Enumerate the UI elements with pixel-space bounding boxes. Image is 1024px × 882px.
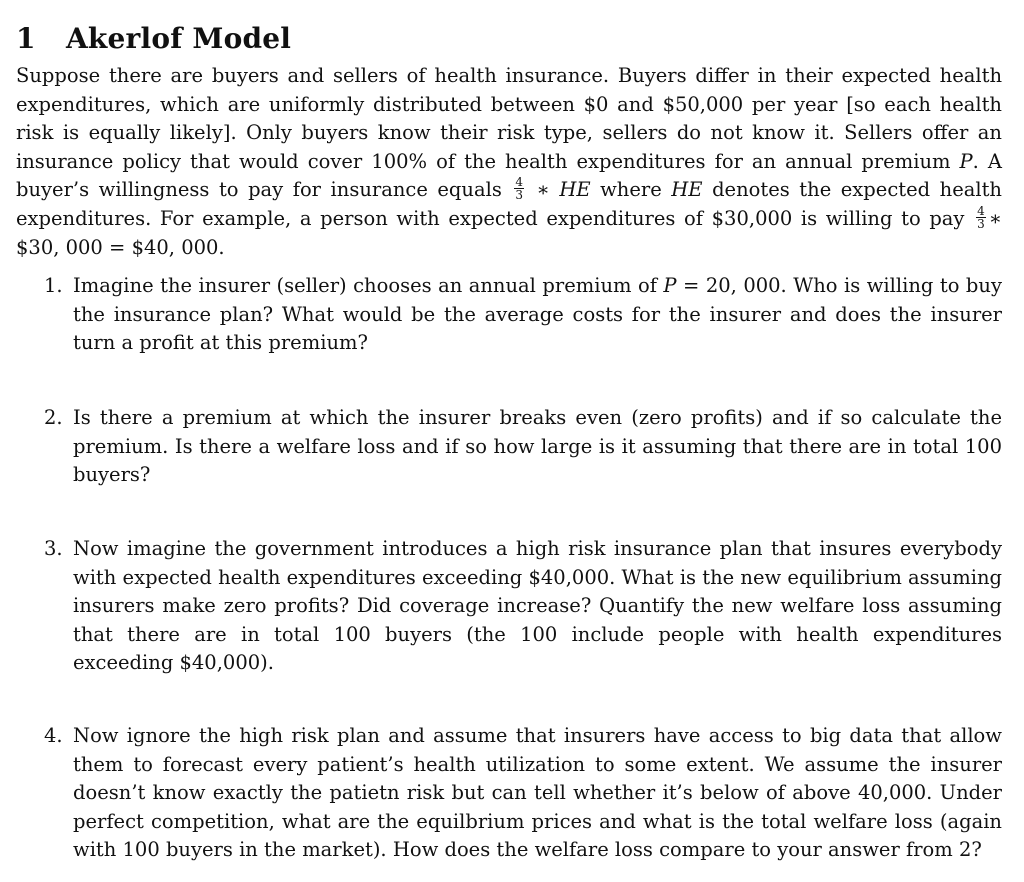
he-symbol-2: HE bbox=[671, 178, 703, 202]
fraction-four-thirds bbox=[514, 176, 524, 201]
premium-symbol: P bbox=[959, 149, 973, 173]
fraction-denominator-2: 3 bbox=[977, 216, 985, 231]
fraction-numerator-2: 4 bbox=[977, 203, 985, 218]
question-item bbox=[44, 272, 1002, 358]
question-text bbox=[73, 272, 1002, 358]
question-number: 4. bbox=[44, 724, 63, 747]
question-text: Now ignore the high risk plan and assume that insurers have access to big data that allow them to forecast every patient’s health utilization to some extent. We assume the insurer doesn’t know exactly the patietn risk but can tell whether it’s below of above 40,000. Under perfect competition, what are the equilbrium prices and what is the total welfare loss (again with 100 buyers in the market). How does the welfare loss compare to your answer from 2? bbox=[73, 724, 1002, 862]
intro-paragraph bbox=[16, 62, 1002, 262]
question-text-a: Imagine the insurer (seller) chooses an annual premium of bbox=[73, 274, 664, 297]
fraction-denominator: 3 bbox=[515, 188, 524, 203]
section-heading bbox=[16, 21, 291, 57]
intro-text-1: Suppose there are buyers and sellers of health insurance. Buyers differ in their expected health expenditures, which are uniformly distributed between $0 and $50,000 per year [so each health risk is equally likely]. Only buyers know their risk type, sellers do not know it. Sellers offer an insurance policy that would cover 100% of the health expenditures for an annual premium bbox=[16, 64, 1002, 173]
he-symbol: HE bbox=[559, 178, 591, 202]
question-number: 2. bbox=[44, 406, 63, 429]
question-text: Is there a premium at which the insurer breaks even (zero profits) and if so calculate the premium. Is there a welfare loss and if so how large is it assuming that there are in total 100 buyers? bbox=[73, 406, 1002, 487]
question-number: 3. bbox=[44, 537, 63, 560]
question-item bbox=[44, 722, 1002, 865]
fraction-four-thirds-2 bbox=[976, 205, 986, 230]
question-item bbox=[44, 404, 1002, 490]
question-number: 1. bbox=[44, 274, 63, 297]
section-title: Akerlof Model bbox=[66, 21, 292, 55]
intro-text-5: ∗ $30, 000 = $40, 000. bbox=[16, 206, 1002, 259]
fraction-numerator: 4 bbox=[515, 175, 524, 190]
premium-symbol-q1: P bbox=[663, 274, 677, 297]
intro-text-4: denotes the expected health expenditures. For example, a person with expected expenditures of $30,000 is willing to pay bbox=[16, 178, 1002, 230]
intro-text-2: . A buyer’s willingness to pay for insurance equals bbox=[16, 149, 1002, 202]
section-number: 1 bbox=[16, 21, 36, 55]
question-text: Now imagine the government introduces a high risk insurance plan that insures everybody with expected health expenditures exceeding $40,000. What is the new equilibrium assuming insurers make zero profits? Did coverage increase? Quantify the new welfare loss assuming that there are in total 100 buyers (the 100 include people with health expenditures exceeding $40,000). bbox=[73, 537, 1002, 675]
times-operator: ∗ bbox=[527, 178, 560, 202]
intro-text-3: where bbox=[590, 178, 672, 202]
question-item bbox=[44, 535, 1002, 678]
question-text-b: = 20, 000. Who is willing to buy the insurance plan? What would be the average costs for the insurer and does the insurer turn a profit at this premium? bbox=[73, 274, 1002, 355]
